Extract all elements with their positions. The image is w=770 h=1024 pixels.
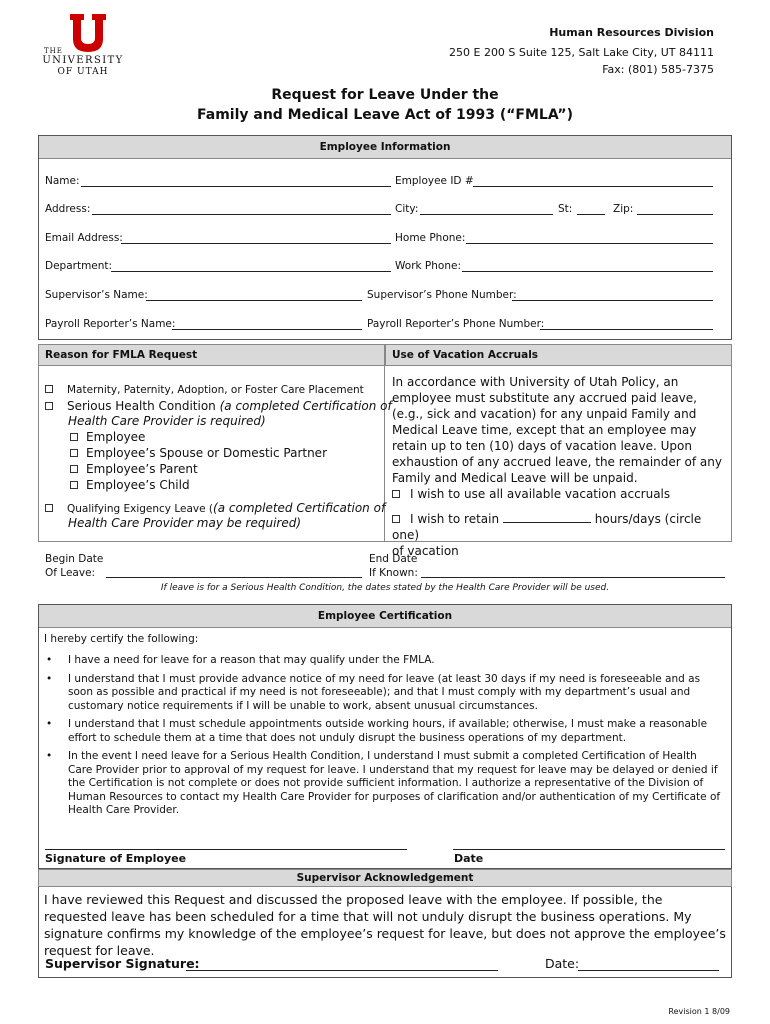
vacation-option-retain bbox=[392, 510, 726, 543]
payroll-phone-field[interactable] bbox=[540, 329, 713, 330]
name-field[interactable] bbox=[81, 186, 391, 187]
employee-information-heading: Employee Information bbox=[39, 136, 731, 159]
sub-employee-checkbox[interactable] bbox=[70, 433, 78, 441]
address-label: Address: bbox=[45, 203, 91, 215]
employee-signature-label: Signature of Employee bbox=[45, 852, 187, 865]
reason-exigency bbox=[45, 501, 385, 515]
supervisor-date-field[interactable] bbox=[578, 970, 719, 971]
serious-health-note-1: (a completed Certification of bbox=[219, 399, 392, 413]
department-field[interactable] bbox=[111, 271, 391, 272]
certification-item-text: I understand that I must provide advance notice of my need for leave (at least 30 days if my need is foreseeable and as soon as possible and practical if my need is not foreseeable); and that I must comply with my department’s usual and customary notice requirements if I will be unable to work, absent unusual circumstances. bbox=[68, 672, 701, 712]
hr-address: 250 E 200 S Suite 125, Salt Lake City, UT 84111 bbox=[449, 46, 714, 59]
name-label: Name: bbox=[45, 175, 80, 187]
address-field[interactable] bbox=[92, 214, 391, 215]
bullet: • bbox=[46, 750, 53, 762]
employee-date-label: Date bbox=[454, 852, 484, 865]
department-label: Department: bbox=[45, 260, 113, 272]
home-phone-field[interactable] bbox=[466, 243, 713, 244]
reason-sub-spouse bbox=[70, 446, 327, 460]
payroll-name-field[interactable] bbox=[172, 329, 362, 330]
employee-information-section bbox=[38, 135, 732, 340]
reason-heading: Reason for FMLA Request bbox=[38, 344, 385, 366]
reason-sub-employee bbox=[70, 430, 145, 444]
supervisor-name-field[interactable] bbox=[146, 300, 362, 301]
end-date-label bbox=[369, 552, 418, 580]
exigency-label: Qualifying Exigency Leave ( bbox=[67, 503, 214, 515]
hr-fax: Fax: (801) 585-7375 bbox=[602, 63, 714, 76]
reason-maternity bbox=[45, 384, 364, 396]
end-date-field[interactable] bbox=[421, 577, 725, 578]
certification-item bbox=[44, 718, 724, 745]
city-field[interactable] bbox=[420, 214, 553, 215]
certification-item bbox=[44, 750, 724, 818]
vacation-option-all bbox=[392, 486, 726, 502]
email-label: Email Address: bbox=[45, 232, 123, 244]
sub-child-checkbox[interactable] bbox=[70, 481, 78, 489]
serious-health-note-2: Health Care Provider is required) bbox=[68, 414, 266, 428]
certification-heading: Employee Certification bbox=[39, 605, 731, 628]
supervisor-signature-label: Supervisor Signature: bbox=[45, 956, 200, 971]
retain-label-c: of vacation bbox=[392, 544, 459, 558]
begin-date-field[interactable] bbox=[106, 577, 362, 578]
end-date-line-1: End Date bbox=[369, 553, 418, 565]
exigency-note-1: (a completed Certification of bbox=[213, 501, 386, 515]
vacation-heading: Use of Vacation Accruals bbox=[385, 344, 732, 366]
hr-division: Human Resources Division bbox=[549, 26, 714, 39]
revision-note: Revision 1 8/09 bbox=[668, 1007, 730, 1016]
logo-university: UNIVERSITY bbox=[42, 55, 124, 66]
reason-sub-parent bbox=[70, 462, 198, 476]
maternity-checkbox[interactable] bbox=[45, 385, 53, 393]
employee-id-label: Employee ID # bbox=[395, 175, 474, 187]
title-line-2: Family and Medical Leave Act of 1993 (“FMLA”) bbox=[197, 107, 573, 123]
retain-label-a: I wish to retain bbox=[410, 512, 500, 526]
payroll-name-label: Payroll Reporter’s Name: bbox=[45, 318, 176, 330]
sub-spouse-checkbox[interactable] bbox=[70, 449, 78, 457]
reason-serious-health bbox=[45, 399, 392, 413]
employee-signature-field[interactable] bbox=[45, 849, 407, 850]
begin-date-label bbox=[45, 552, 103, 580]
work-phone-field[interactable] bbox=[462, 271, 713, 272]
supervisor-phone-field[interactable] bbox=[512, 300, 713, 301]
vacation-content bbox=[392, 374, 726, 559]
payroll-phone-label: Payroll Reporter’s Phone Number: bbox=[367, 318, 545, 330]
bullet: • bbox=[46, 718, 53, 730]
work-phone-label: Work Phone: bbox=[395, 260, 461, 272]
serious-health-label: Serious Health Condition bbox=[67, 399, 216, 413]
supervisor-name-label: Supervisor’s Name: bbox=[45, 289, 148, 301]
logo-the: THE bbox=[44, 47, 63, 55]
supervisor-statement: I have reviewed this Request and discussed the proposed leave with the employee. If possible, the requested leave has been scheduled for a time that will not unduly disrupt the business operations. My signature confirms my knowledge of the employee’s request for leave, but does not approve the employee’s request for leave. bbox=[44, 892, 726, 958]
state-field[interactable] bbox=[577, 214, 605, 215]
sub-spouse-label: Employee’s Spouse or Domestic Partner bbox=[86, 446, 328, 460]
serious-health-checkbox[interactable] bbox=[45, 402, 53, 410]
email-field[interactable] bbox=[121, 243, 391, 244]
zip-field[interactable] bbox=[637, 214, 713, 215]
sub-parent-checkbox[interactable] bbox=[70, 465, 78, 473]
maternity-label: Maternity, Paternity, Adoption, or Foster Care Placement bbox=[67, 384, 364, 396]
employee-date-field[interactable] bbox=[453, 849, 725, 850]
use-all-vacation-checkbox[interactable] bbox=[392, 490, 400, 498]
supervisor-heading: Supervisor Acknowledgement bbox=[38, 869, 732, 887]
hr-contact-block bbox=[449, 24, 714, 78]
logo-of-utah: OF UTAH bbox=[57, 67, 109, 77]
page-title bbox=[0, 85, 770, 125]
certification-item-text: In the event I need leave for a Serious Health Condition, I understand I must submit a completed Certification of Health Care Provider prior to approval of my request for leave. I understand that my request for leave may be delayed or denied if the Certification is not complete or does not provide sufficient information. I authorize a representative of the Division of Human Resources to contact my Health Care Provider for purposes of clarification and/or authentication of my Certificate of Health Care Provider. bbox=[68, 750, 721, 816]
home-phone-label: Home Phone: bbox=[395, 232, 466, 244]
sub-parent-label: Employee’s Parent bbox=[86, 462, 198, 476]
certification-item bbox=[44, 673, 724, 714]
employee-id-field[interactable] bbox=[473, 186, 713, 187]
bullet: • bbox=[46, 654, 53, 666]
sub-child-label: Employee’s Child bbox=[86, 478, 190, 492]
exigency-checkbox[interactable] bbox=[45, 504, 53, 512]
supervisor-date-label: Date: bbox=[545, 956, 580, 971]
begin-date-line-1: Begin Date bbox=[45, 553, 104, 565]
use-all-vacation-label: I wish to use all available vacation accruals bbox=[410, 487, 671, 501]
zip-label: Zip: bbox=[613, 203, 634, 215]
retain-amount-field[interactable] bbox=[503, 510, 591, 523]
university-wordmark bbox=[38, 48, 128, 77]
certification-item-text: I understand that I must schedule appointments outside working hours, if available; otherwise, I must make a reasonable effort to schedule them at a time that does not unduly disrupt the business operations of my department. bbox=[68, 718, 708, 744]
state-label: St: bbox=[558, 203, 573, 215]
supervisor-phone-label: Supervisor’s Phone Number: bbox=[367, 289, 517, 301]
exigency-note-2: Health Care Provider may be required) bbox=[68, 516, 302, 530]
retain-vacation-checkbox[interactable] bbox=[392, 515, 400, 523]
title-line-1: Request for Leave Under the bbox=[271, 87, 499, 103]
reason-sub-child bbox=[70, 478, 190, 492]
begin-date-line-2: Of Leave: bbox=[45, 567, 96, 579]
certification-item-text: I have a need for leave for a reason that may qualify under the FMLA. bbox=[68, 654, 435, 666]
end-date-line-2: If Known: bbox=[369, 567, 418, 579]
sub-employee-label: Employee bbox=[86, 430, 146, 444]
dates-note: If leave is for a Serious Health Condition, the dates stated by the Health Care Provider will be used. bbox=[160, 583, 610, 593]
city-label: City: bbox=[395, 203, 419, 215]
vacation-policy-text: In accordance with University of Utah Policy, an employee must substitute any accrued paid leave, (e.g., sick and vacation) for any unpaid Family and Medical Leave time, except that an employee may retain up to ten (10) days of vacation leave. Upon exhaustion of any accrued leave, the remainder of any Family and Medical Leave will be unpaid. bbox=[392, 375, 722, 485]
retain-label-b: hours/days (circle one) bbox=[392, 512, 702, 542]
certification-item bbox=[44, 654, 724, 668]
certification-intro: I hereby certify the following: bbox=[44, 633, 199, 645]
bullet: • bbox=[46, 672, 53, 685]
supervisor-signature-field[interactable] bbox=[186, 970, 498, 971]
certification-list bbox=[44, 654, 724, 823]
